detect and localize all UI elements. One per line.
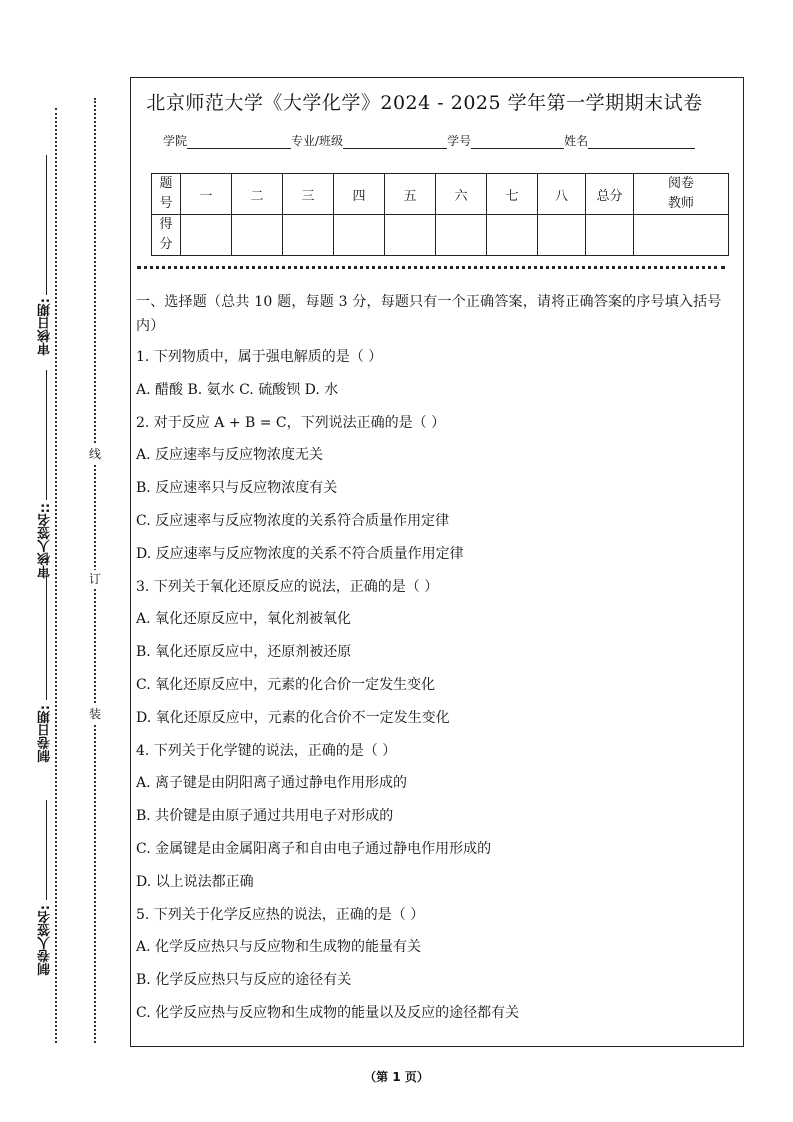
question-line: 4. 下列关于化学键的说法，正确的是（ ） [136, 742, 397, 759]
score-cell-2[interactable] [232, 215, 283, 256]
question-line: 3. 下列关于氧化还原反应的说法，正确的是（ ） [136, 578, 439, 595]
maker-sign-label: 制卷人签名: [38, 905, 53, 976]
question-line: A. 氧化还原反应中，氧化剂被氧化 [136, 611, 352, 628]
question-line: A. 醋酸 B. 氨水 C. 硫酸钡 D. 水 [136, 381, 339, 398]
binding-char-line: 线 [88, 447, 101, 461]
question-line: C. 金属键是由金属阳离子和自由电子通过静电作用形成的 [136, 840, 492, 857]
question-line: 5. 下列关于化学反应热的说法，正确的是（ ） [136, 906, 425, 923]
question-line: B. 化学反应热只与反应的途径有关 [136, 972, 352, 989]
question-line: D. 反应速率与反应物浓度的关系不符合质量作用定律 [136, 545, 464, 562]
name-label: 姓名 [564, 134, 589, 148]
score-col-6: 六 [436, 174, 487, 215]
binding-dotted-line-outer [55, 108, 57, 1043]
score-label: 得 分 [152, 215, 181, 256]
reviewer-sign-line[interactable] [46, 370, 47, 500]
score-table-header-row [152, 174, 729, 215]
score-cell-3[interactable] [283, 215, 334, 256]
question-line: C. 反应速率与反应物浓度的关系符合质量作用定律 [136, 512, 450, 529]
score-cell-8[interactable] [538, 215, 586, 256]
binding-char-bind: 装 [88, 707, 101, 721]
maker-sign-line[interactable] [46, 800, 47, 900]
score-cell-1[interactable] [181, 215, 232, 256]
make-date-label: 制卷日期: [38, 705, 53, 763]
question-line: A. 反应速率与反应物浓度无关 [136, 447, 324, 464]
review-date-label: 审核日期: [38, 298, 53, 356]
score-col-8: 八 [538, 174, 586, 215]
question-line: 2. 对于反应 A + B = C，下列说法正确的是（ ） [136, 414, 446, 431]
question-line: B. 反应速率只与反应物浓度有关 [136, 480, 338, 497]
question-line: D. 氧化还原反应中，元素的化合价不一定发生变化 [136, 709, 450, 726]
question-line: A. 化学反应热只与反应物和生成物的能量有关 [136, 939, 422, 956]
score-col-5: 五 [385, 174, 436, 215]
question-line: D. 以上说法都正确 [136, 873, 254, 890]
make-date-line[interactable] [46, 575, 47, 700]
college-label: 学院 [163, 134, 188, 148]
name-field[interactable] [588, 134, 695, 149]
question-line: A. 离子键是由阴阳离子通过静电作用形成的 [136, 775, 408, 792]
score-col-2: 二 [232, 174, 283, 215]
student-id-label: 学号 [447, 134, 472, 148]
section-1 [136, 290, 736, 1033]
binding-char-order: 订 [88, 572, 101, 586]
student-id-field[interactable] [471, 134, 564, 149]
score-table [151, 173, 729, 256]
score-cell-4[interactable] [334, 215, 385, 256]
question-line: 1. 下列物质中，属于强电解质的是（ ） [136, 349, 383, 365]
score-cell-7[interactable] [487, 215, 538, 256]
exam-title: 北京师范大学《大学化学》2024 - 2025 学年第一学期期末试卷 [146, 92, 703, 114]
score-cell-5[interactable] [385, 215, 436, 256]
grader-cell[interactable] [634, 215, 729, 256]
score-col-total: 总分 [586, 174, 634, 215]
score-col-1: 一 [181, 174, 232, 215]
question-line: C. 氧化还原反应中，元素的化合价一定发生变化 [136, 676, 436, 693]
header-separator [137, 266, 725, 269]
score-col-3: 三 [283, 174, 334, 215]
student-info-row [163, 132, 695, 149]
grader-label: 阅卷 教师 [634, 174, 729, 215]
score-col-4: 四 [334, 174, 385, 215]
section-1-heading: 一、选择题（总共 10 题，每题 3 分，每题只有一个正确答案，请将正确答案的序号填入括号内） [136, 294, 722, 334]
reviewer-sign-label: 审核人签名:: [38, 503, 53, 579]
page-number: （第 1 页） [364, 1070, 429, 1084]
score-cell-total[interactable] [586, 215, 634, 256]
question-line: C. 化学反应热与反应物和生成物的能量以及反应的途径都有关 [136, 1004, 520, 1021]
college-field[interactable] [187, 134, 291, 149]
question-line: B. 共价键是由原子通过共用电子对形成的 [136, 808, 394, 825]
score-col-7: 七 [487, 174, 538, 215]
major-class-label: 专业/班级 [291, 134, 344, 148]
review-date-line[interactable] [46, 155, 47, 295]
score-cell-6[interactable] [436, 215, 487, 256]
question-line: B. 氧化还原反应中，还原剂被还原 [136, 644, 352, 661]
question-number-label: 题 号 [152, 174, 181, 215]
score-table-score-row [152, 215, 729, 256]
major-class-field[interactable] [343, 134, 447, 149]
